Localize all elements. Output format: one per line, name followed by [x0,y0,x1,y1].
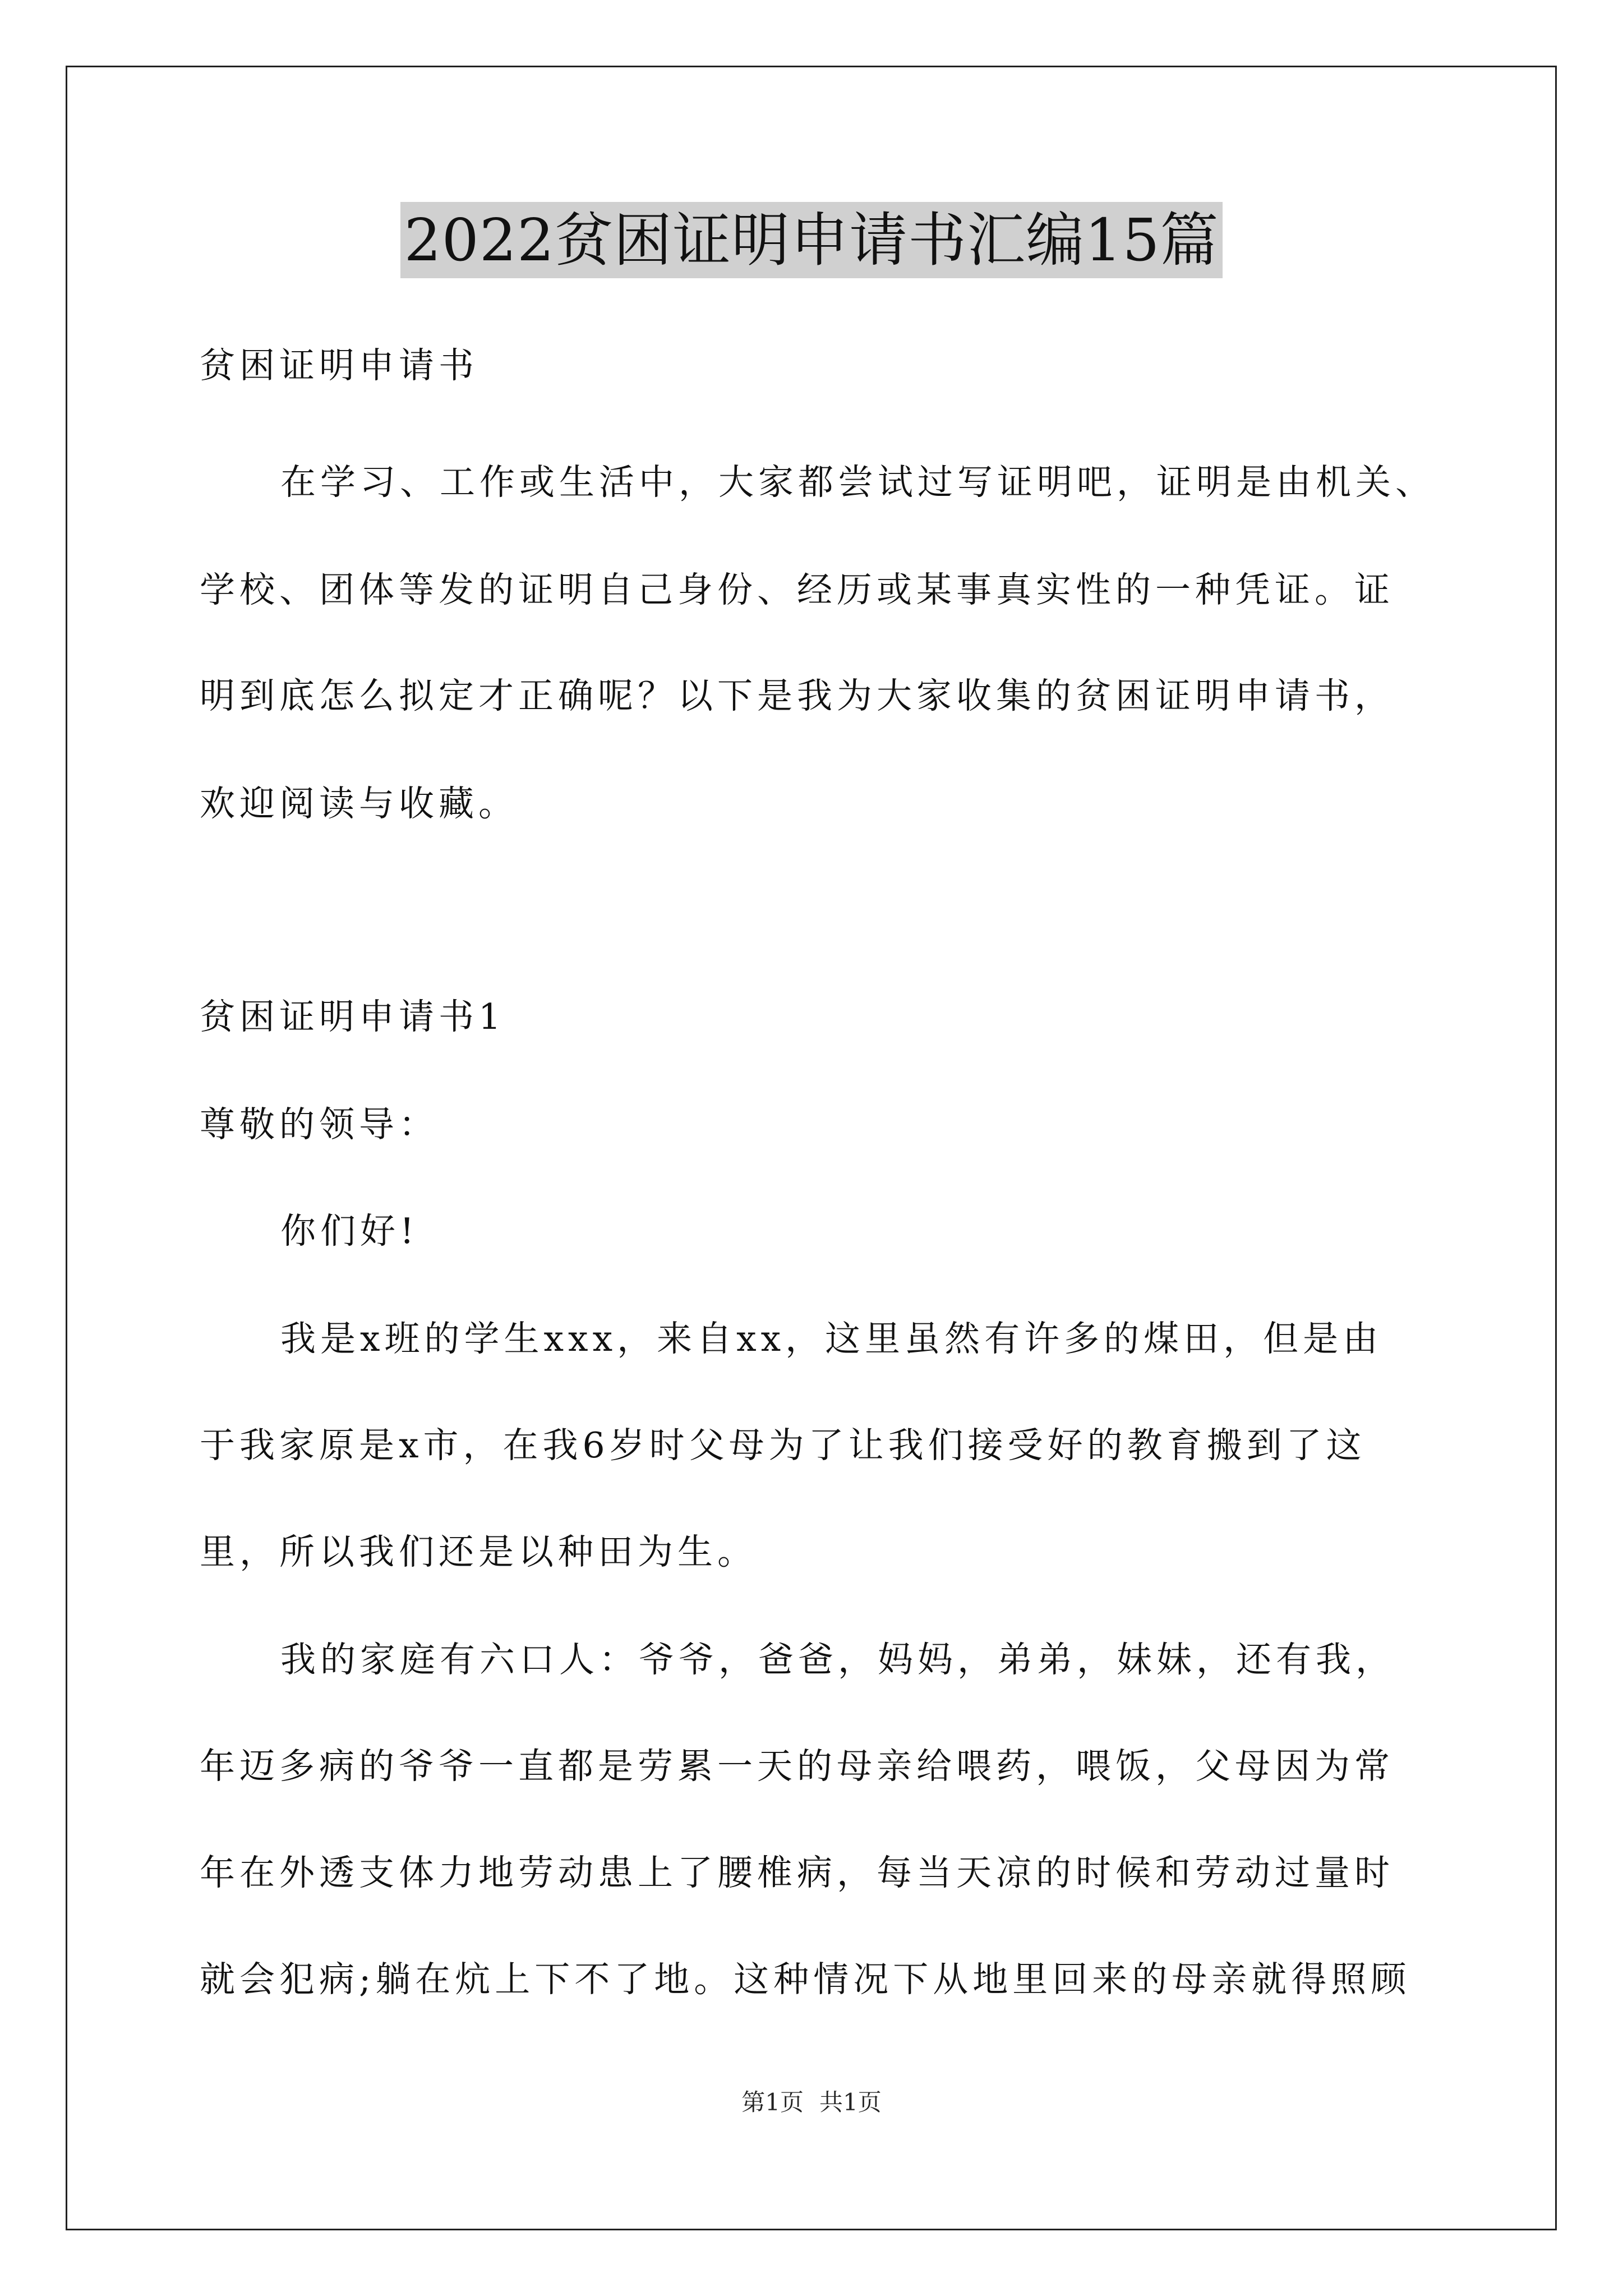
paragraph-line: 年在外透支体力地劳动患上了腰椎病，每当天凉的时候和劳动过量时 [200,1852,1394,1893]
greeting: 你们好! [280,1211,419,1251]
section-heading: 贫困证明申请书1 [200,996,506,1037]
paragraph-line: 明到底怎么拟定才正确呢？以下是我为大家收集的贫困证明申请书， [200,675,1394,716]
paragraph-line: 学校、团体等发的证明自己身份、经历或某事真实性的一种凭证。证 [200,569,1394,610]
paragraph-line: 于我家原是x市，在我6岁时父母为了让我们接受好的教育搬到了这 [200,1425,1366,1466]
salutation: 尊敬的领导： [200,1104,439,1145]
paragraph-line: 里，所以我们还是以种田为生。 [200,1531,757,1572]
page-footer [0,2087,1623,2118]
document-title: 2022贫困证明申请书汇编15篇 [400,202,1222,278]
paragraph-line: 在学习、工作或生活中，大家都尝试过写证明吧，证明是由机关、 [280,462,1435,503]
paragraph-line: 欢迎阅读与收藏。 [200,783,518,824]
page-number: 第1页 [741,2088,804,2116]
paragraph-line: 我的家庭有六口人：爷爷，爸爸，妈妈，弟弟，妹妹，还有我， [280,1639,1395,1680]
page-total: 共1页 [819,2088,882,2116]
paragraph-line: 年迈多病的爷爷一直都是劳累一天的母亲给喂药，喂饭，父母因为常 [200,1746,1394,1787]
title-container [0,202,1623,278]
page-border [66,66,1557,2230]
paragraph-line: 我是x班的学生xxx，来自xx，这里虽然有许多的煤田，但是由 [280,1318,1383,1359]
section-heading: 贫困证明申请书 [200,345,478,386]
paragraph-line: 就会犯病;躺在炕上下不了地。这种情况下从地里回来的母亲就得照顾 [200,1959,1411,2000]
